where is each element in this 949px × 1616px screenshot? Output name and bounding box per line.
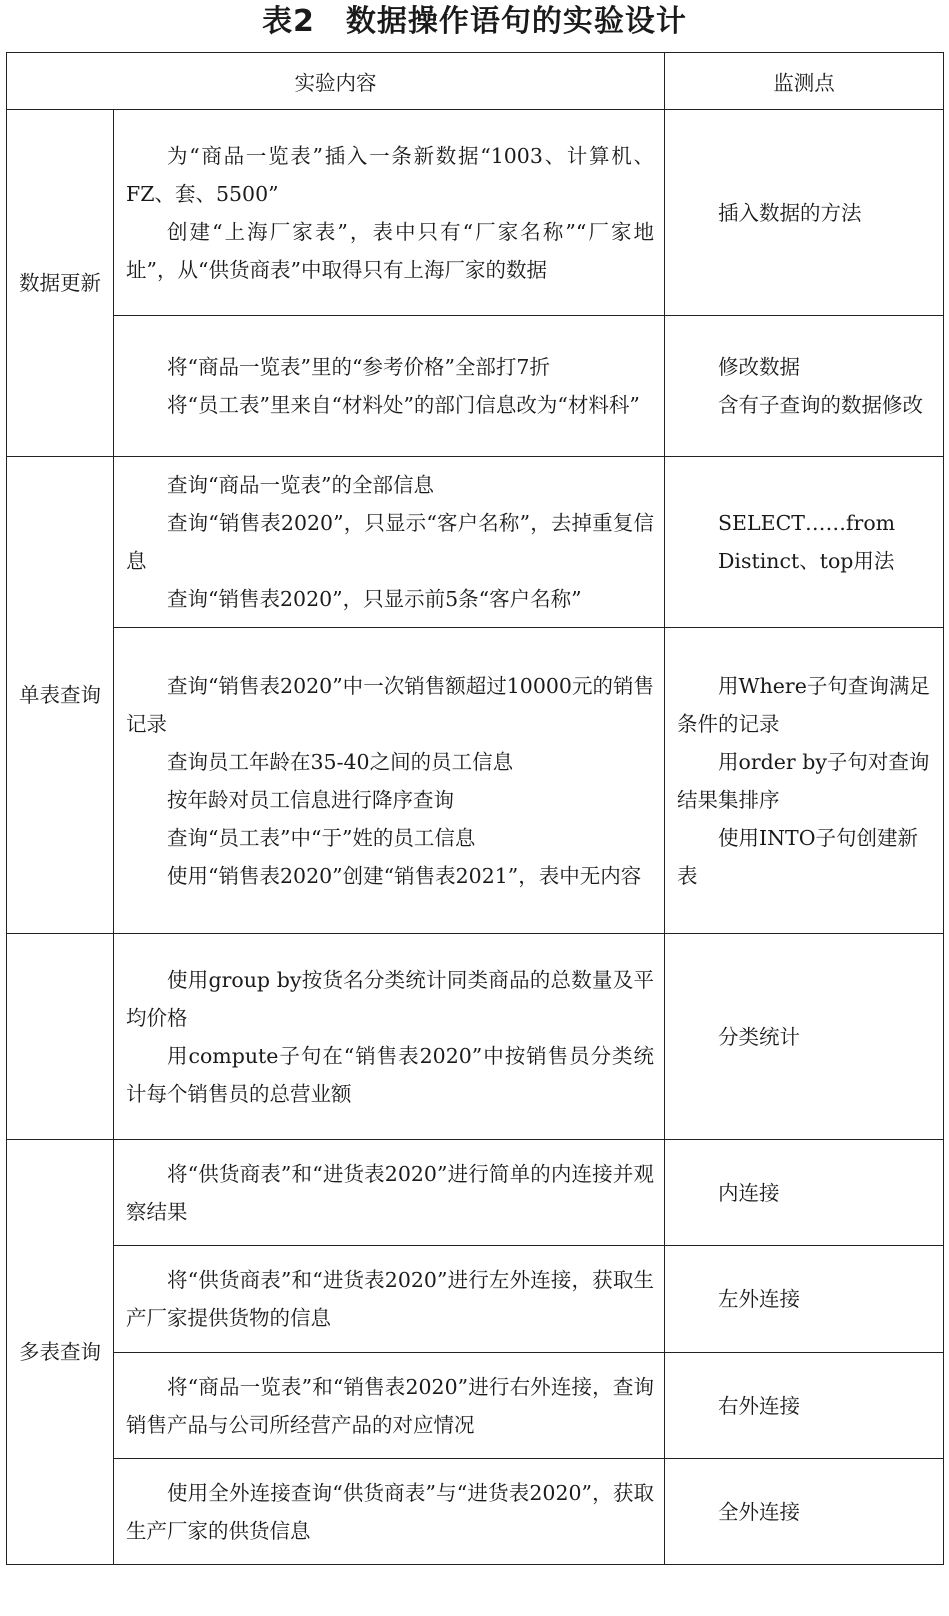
- content-cell: [114, 1246, 665, 1353]
- content-line: 创建“上海厂家表”，表中只有“厂家名称”“厂家地址”，从“供货商表”中取得只有上海厂家的数据: [126, 219, 654, 282]
- content-line: 查询“销售表2020”，只显示前5条“客户名称”: [167, 587, 582, 611]
- header-row: [7, 53, 944, 110]
- table-row: [7, 1459, 944, 1565]
- table-row: [7, 316, 944, 457]
- content-cell: [114, 316, 665, 457]
- monitor-line: 右外连接: [718, 1393, 800, 1418]
- monitor-cell: [665, 316, 944, 457]
- monitor-line: 用order by子句对查询结果集排序: [677, 749, 930, 812]
- monitor-cell: [665, 1353, 944, 1459]
- content-line: 使用全外连接查询“供货商表”与“进货表2020”，获取生产厂家的供货信息: [126, 1480, 654, 1543]
- table-row: [7, 457, 944, 628]
- content-line: 为“商品一览表”插入一条新数据“1003、计算机、FZ、套、5500”: [126, 143, 654, 206]
- content-line: 使用group by按货名分类统计同类商品的总数量及平均价格: [126, 967, 654, 1030]
- monitor-cell: [665, 1140, 944, 1246]
- table-row: [7, 1353, 944, 1459]
- content-line: 使用“销售表2020”创建“销售表2021”，表中无内容: [167, 863, 642, 888]
- monitor-line: 全外连接: [718, 1499, 800, 1524]
- category-cell: 单表查询: [7, 457, 114, 934]
- monitor-line: SELECT……from: [718, 511, 896, 535]
- category-cell-empty: [7, 934, 114, 1140]
- content-line: 查询“员工表”中“于”姓的员工信息: [167, 825, 476, 850]
- monitor-cell: [665, 934, 944, 1140]
- table-row: [7, 1140, 944, 1246]
- content-cell: [114, 1353, 665, 1459]
- monitor-cell: [665, 628, 944, 934]
- monitor-cell: [665, 1459, 944, 1565]
- monitor-cell: [665, 110, 944, 316]
- table-row: [7, 628, 944, 934]
- content-line: 将“供货商表”和“进货表2020”进行简单的内连接并观察结果: [126, 1161, 654, 1224]
- header-content: 实验内容: [7, 53, 665, 110]
- monitor-line: 插入数据的方法: [718, 200, 862, 225]
- content-line: 将“员工表”里来自“材料处”的部门信息改为“材料科”: [167, 393, 640, 417]
- table-row: [7, 110, 944, 316]
- monitor-line: 修改数据: [718, 355, 800, 379]
- content-cell: [114, 1140, 665, 1246]
- monitor-line: 左外连接: [718, 1287, 800, 1311]
- content-cell: [114, 628, 665, 934]
- monitor-line: 分类统计: [718, 1024, 800, 1049]
- content-line: 查询“商品一览表”的全部信息: [167, 473, 434, 497]
- content-line: 用compute子句在“销售表2020”中按销售员分类统计每个销售员的总营业额: [126, 1043, 654, 1106]
- category-cell: 多表查询: [7, 1140, 114, 1565]
- monitor-line: 内连接: [718, 1180, 780, 1205]
- monitor-line: Distinct、top用法: [718, 549, 895, 573]
- content-line: 将“供货商表”和“进货表2020”进行左外连接，获取生产厂家提供货物的信息: [126, 1268, 654, 1330]
- content-line: 将“商品一览表”里的“参考价格”全部打7折: [167, 355, 550, 379]
- monitor-cell: [665, 457, 944, 628]
- content-line: 查询“销售表2020”中一次销售额超过10000元的销售记录: [126, 673, 654, 736]
- content-line: 将“商品一览表”和“销售表2020”进行右外连接，查询销售产品与公司所经营产品的对应情况: [126, 1374, 654, 1437]
- content-cell: [114, 457, 665, 628]
- monitor-line: 使用INTO子句创建新表: [677, 825, 919, 888]
- table-row: [7, 934, 944, 1140]
- content-cell: [114, 110, 665, 316]
- content-cell: [114, 934, 665, 1140]
- monitor-line: 用Where子句查询满足条件的记录: [677, 673, 930, 736]
- experiment-design-table: [6, 52, 944, 1565]
- monitor-line: 含有子查询的数据修改: [718, 393, 923, 417]
- content-line: 按年龄对员工信息进行降序查询: [167, 787, 454, 812]
- table-row: [7, 1246, 944, 1353]
- category-cell: 数据更新: [7, 110, 114, 457]
- monitor-cell: [665, 1246, 944, 1353]
- header-monitor: 监测点: [665, 53, 944, 110]
- table-title: 表2 数据操作语句的实验设计: [262, 4, 687, 39]
- content-line: 查询员工年龄在35-40之间的员工信息: [167, 749, 514, 774]
- content-cell: [114, 1459, 665, 1565]
- content-line: 查询“销售表2020”，只显示“客户名称”，去掉重复信息: [126, 511, 654, 573]
